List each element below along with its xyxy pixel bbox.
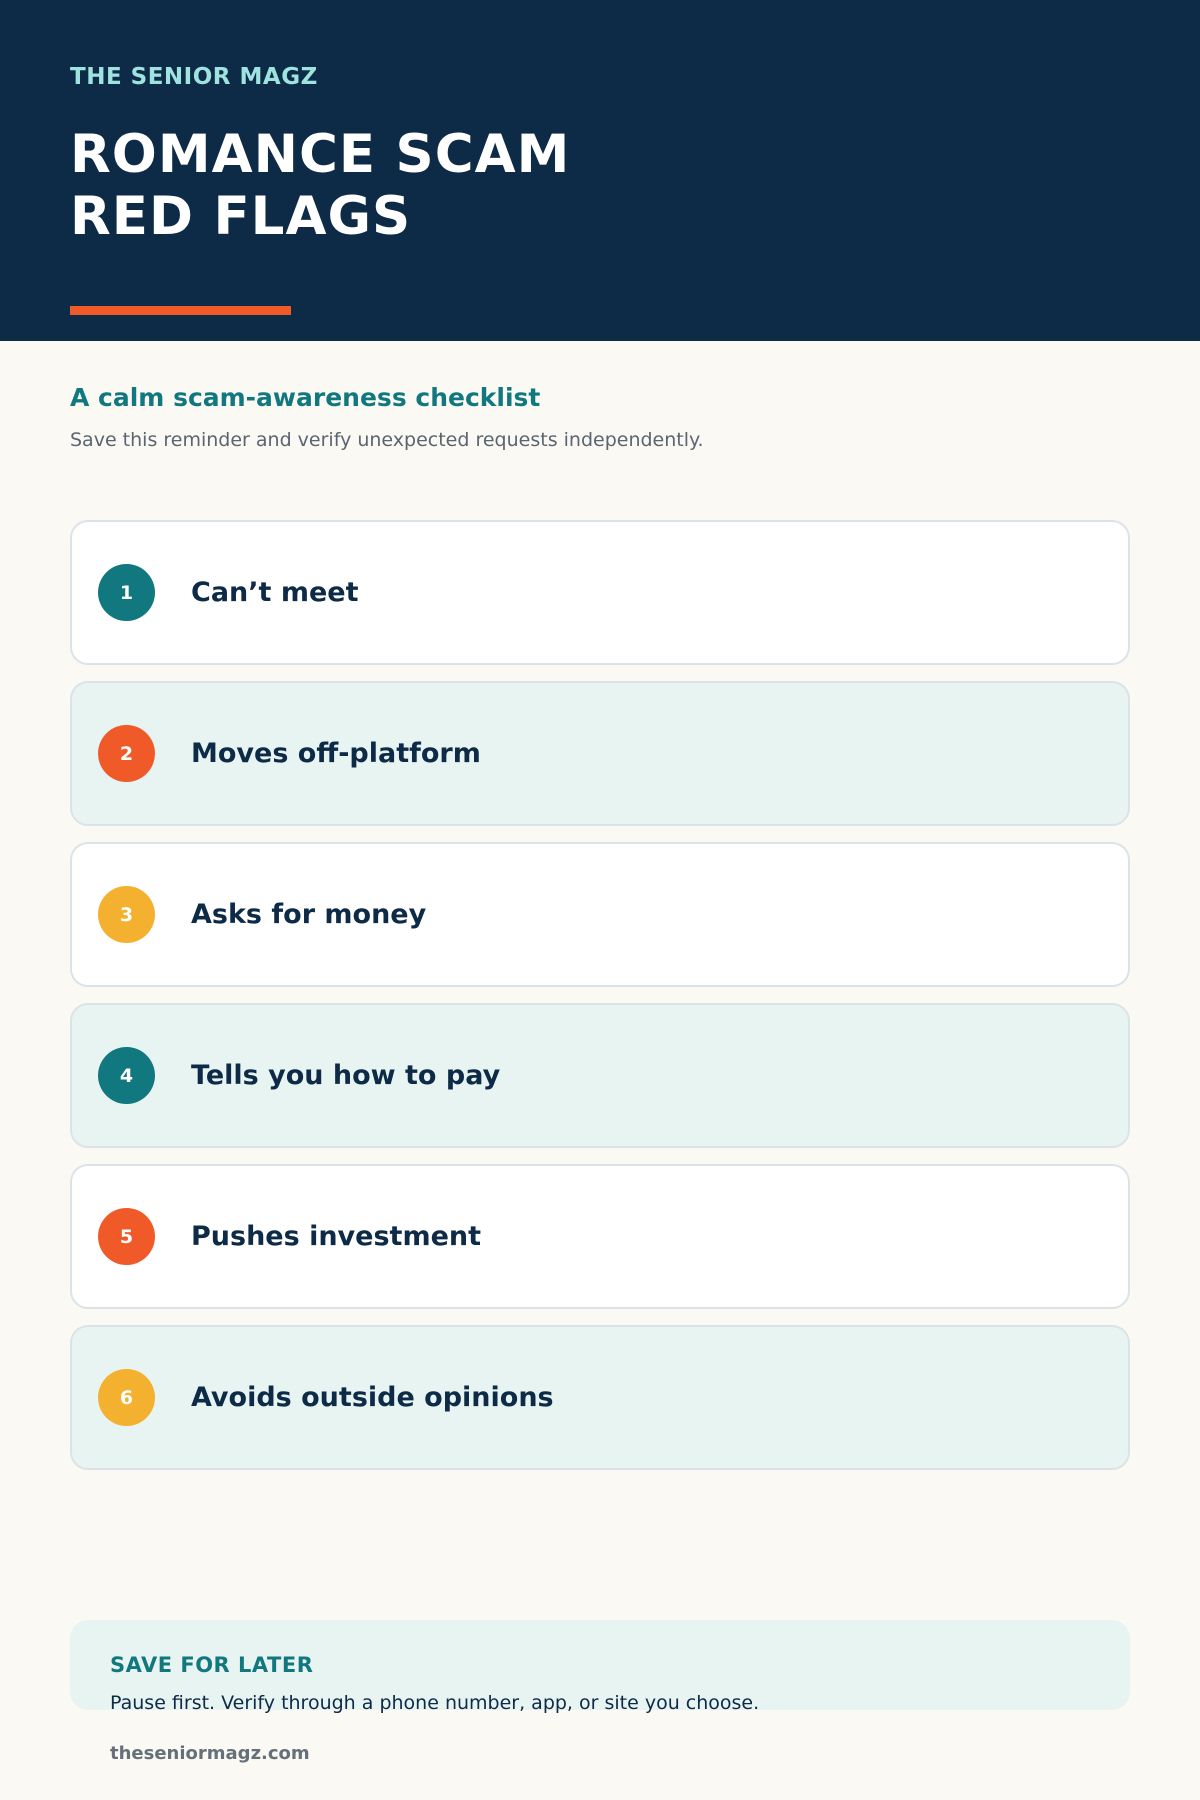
page-title-line-1: ROMANCE SCAM [70,124,571,185]
save-for-later-text: Pause first. Verify through a phone number, app, or site you choose. [110,1692,760,1714]
number-badge: 4 [98,1047,155,1104]
accent-divider [70,306,291,315]
number-badge: 1 [98,564,155,621]
checklist-item [70,842,1130,987]
checklist-item [70,681,1130,826]
page-title [70,124,570,248]
checklist [70,520,1130,1486]
checklist-item-label: Tells you how to pay [191,1060,501,1091]
checklist-item-label: Pushes investment [191,1221,482,1252]
checklist-item-label: Moves off-platform [191,738,481,769]
section-subheading: A calm scam-awareness checklist [70,383,541,412]
checklist-item [70,1325,1130,1470]
number-badge: 6 [98,1369,155,1426]
number-badge: 2 [98,725,155,782]
intro-text: Save this reminder and verify unexpected requests independently. [70,429,704,451]
page-title-line-2: RED FLAGS [70,186,412,247]
checklist-item [70,1164,1130,1309]
site-url: theseniormagz.com [110,1743,310,1764]
checklist-item [70,520,1130,665]
checklist-item [70,1003,1130,1148]
checklist-item-label: Asks for money [191,899,427,930]
brand-name: THE SENIOR MAGZ [70,64,318,90]
number-badge: 5 [98,1208,155,1265]
save-for-later-title: SAVE FOR LATER [110,1653,314,1677]
checklist-item-label: Avoids outside opinions [191,1382,554,1413]
header-banner [0,0,1200,341]
number-badge: 3 [98,886,155,943]
checklist-item-label: Can’t meet [191,577,359,608]
